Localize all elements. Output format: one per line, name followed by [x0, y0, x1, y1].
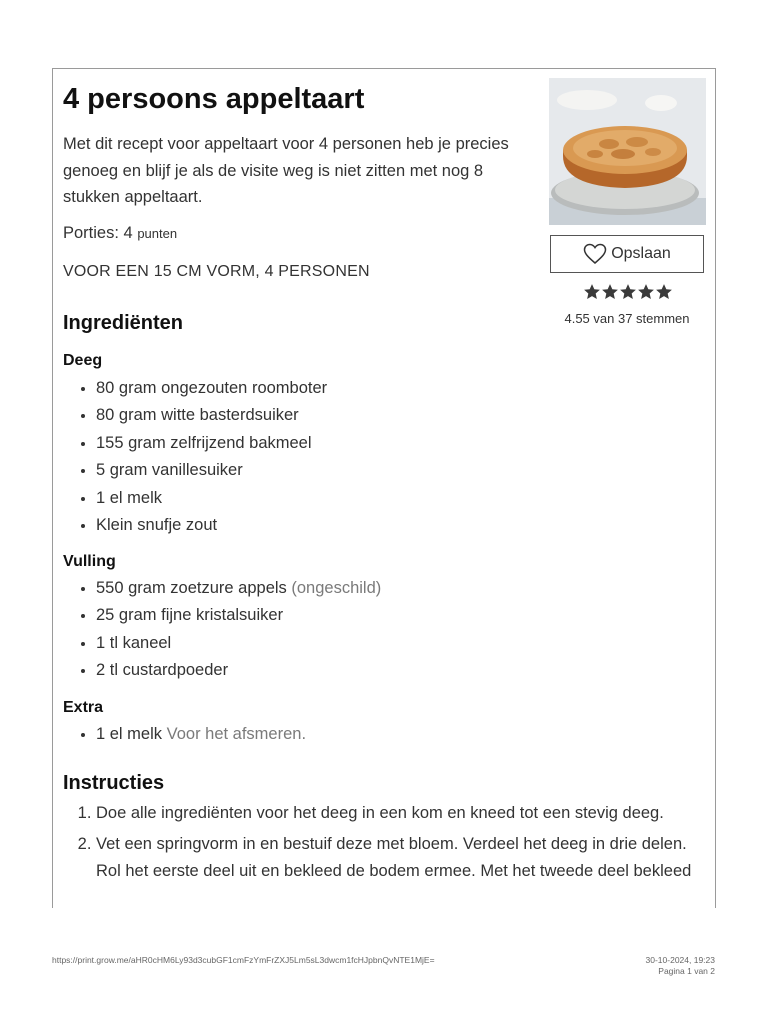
- star-icon[interactable]: [637, 283, 655, 301]
- ingredients-heading: Ingrediënten: [63, 312, 184, 334]
- portions-unit: punten: [137, 226, 178, 241]
- footer-meta: [646, 955, 715, 977]
- instruction-step: 2. Vet een springvorm in en bestuif deze met bloem. Verdeel het deeg in drie delen. Rol het eerste deel uit en bekleed de bodem ermee. Met het tweede deel bekleed: [96, 831, 696, 885]
- heart-icon: [583, 243, 607, 265]
- rating-stars[interactable]: [583, 283, 673, 301]
- recipe-card: [52, 68, 716, 908]
- instruction-step: 1. Doe alle ingrediënten voor het deeg in een kom en kneed tot een stevig deeg.: [96, 800, 696, 827]
- footer-datetime: 30-10-2024, 19:23: [645, 955, 715, 965]
- ingredient-item: • 155 gram zelfrijzend bakmeel: [96, 430, 327, 457]
- ingredient-note: (ongeschild): [291, 579, 382, 597]
- ingredient-item: • Klein snufje zout: [96, 512, 327, 539]
- group-title-extra: Extra: [63, 699, 104, 716]
- ingredient-item: • 80 gram ongezouten roomboter: [96, 375, 327, 402]
- ingredient-list-deeg: [53, 375, 327, 539]
- ingredient-item: • 1 el melk Voor het afsmeren.: [96, 721, 306, 748]
- ingredient-item: • 1 tl kaneel: [96, 630, 381, 657]
- group-title-vulling: Vulling: [63, 553, 116, 570]
- star-icon[interactable]: [619, 283, 637, 301]
- ingredient-item: • 2 tl custardpoeder: [96, 657, 381, 684]
- ingredient-item: • 5 gram vanillesuiker: [96, 457, 327, 484]
- star-icon[interactable]: [583, 283, 601, 301]
- ingredient-item: • 25 gram fijne kristalsuiker: [96, 602, 381, 629]
- portions-value: 4: [123, 224, 133, 242]
- star-icon[interactable]: [601, 283, 619, 301]
- apple-pie-image: [549, 78, 706, 225]
- footer-page: Pagina 1 van 2: [658, 966, 715, 976]
- recipe-yield: VOOR EEN 15 CM VORM, 4 PERSONEN: [63, 263, 370, 280]
- star-icon[interactable]: [655, 283, 673, 301]
- rating-text: 4.55 van 37 stemmen: [564, 311, 690, 326]
- ingredient-list-extra: [53, 721, 306, 748]
- footer-url: https://print.grow.me/aHR0cHM6Ly93d3cubGF1cmFzYmFrZXJ5Lm5sL3dwcm1fcHJpbnQvNTE1MjE=: [52, 955, 435, 965]
- ingredient-list-vulling: [53, 575, 381, 685]
- ingredient-item: • 1 el melk: [96, 485, 327, 512]
- ingredient-item: • 80 gram witte basterdsuiker: [96, 402, 327, 429]
- group-title-deeg: Deeg: [63, 352, 103, 369]
- recipe-photo: [549, 78, 706, 225]
- recipe-title: 4 persoons appeltaart: [63, 83, 365, 115]
- portions-label: Porties:: [63, 224, 119, 242]
- save-button[interactable]: [550, 235, 704, 273]
- save-button-label: Opslaan: [611, 245, 671, 262]
- instruction-steps: [53, 800, 696, 889]
- instructions-heading: Instructies: [63, 772, 165, 794]
- ingredient-note: Voor het afsmeren.: [166, 725, 307, 743]
- portions: [63, 224, 177, 243]
- ingredient-item: • 550 gram zoetzure appels (ongeschild): [96, 575, 381, 602]
- recipe-intro: Met dit recept voor appeltaart voor 4 personen heb je precies genoeg en blijf je als de visite weg is niet zitten met nog 8 stukken appeltaart.: [63, 135, 509, 206]
